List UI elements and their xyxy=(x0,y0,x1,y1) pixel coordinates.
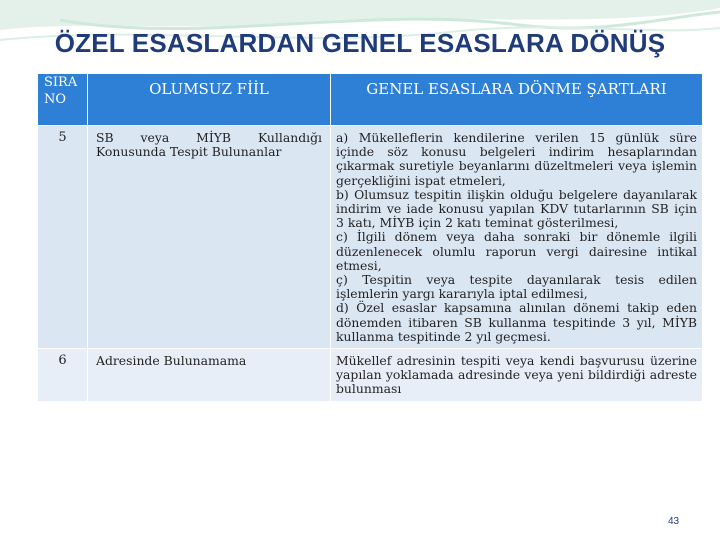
table-row xyxy=(38,126,703,349)
row-number: 5 xyxy=(38,126,88,349)
header-sira-no: SIRA NO xyxy=(38,74,88,126)
row-fiil: Adresinde Bulunamama xyxy=(88,349,331,402)
row-fiil: SB veya MİYB Kullandığı Konusunda Tespit Bulunanlar xyxy=(88,126,331,349)
conditions-table xyxy=(37,73,703,402)
header-olumsuz-fiil: OLUMSUZ FİİL xyxy=(88,74,331,126)
header-sartlar: GENEL ESASLARA DÖNME ŞARTLARI xyxy=(331,74,703,126)
row-number: 6 xyxy=(38,349,88,402)
slide-title: ÖZEL ESASLARDAN GENEL ESASLARA DÖNÜŞ xyxy=(54,28,666,58)
page-number: 43 xyxy=(668,516,680,527)
table-header-row xyxy=(38,74,703,126)
row-sartlar: Mükellef adresinin tespiti veya kendi başvurusu üzerine yapılan yoklamada adresinde veya yeni bildirdiği adreste bulunması xyxy=(331,349,703,402)
table-row xyxy=(38,349,703,402)
row-sartlar: a) Mükelleflerin kendilerine verilen 15 günlük süre içinde söz konusu belgeleri indirim hesaplarından çıkarmak suretiyle beyanlarını düzeltmeleri veya işlemin gerçekliğini ispat etmeleri, b) Olumsuz tespitin ilişkin olduğu belgelere dayanılarak indirim ve iade konusu yapılan KDV tutarlarının SB için 3 katı, MİYB için 2 katı teminat gösterilmesi, c) İlgili dönem veya daha sonraki bir dönemle ilgili düzenlenecek olumlu raporun vergi dairesine intikal etmesi, ç) Tespitin veya tespite dayanılarak tesis edilen işlemlerin yargı kararıyla iptal edilmesi, d) Özel esaslar kapsamına alınılan dönemi takip eden dönemden itibaren SB kullanma tespitinde 3 yıl, MİYB kullanma tespitinde 2 yıl geçmesi. xyxy=(331,126,703,349)
